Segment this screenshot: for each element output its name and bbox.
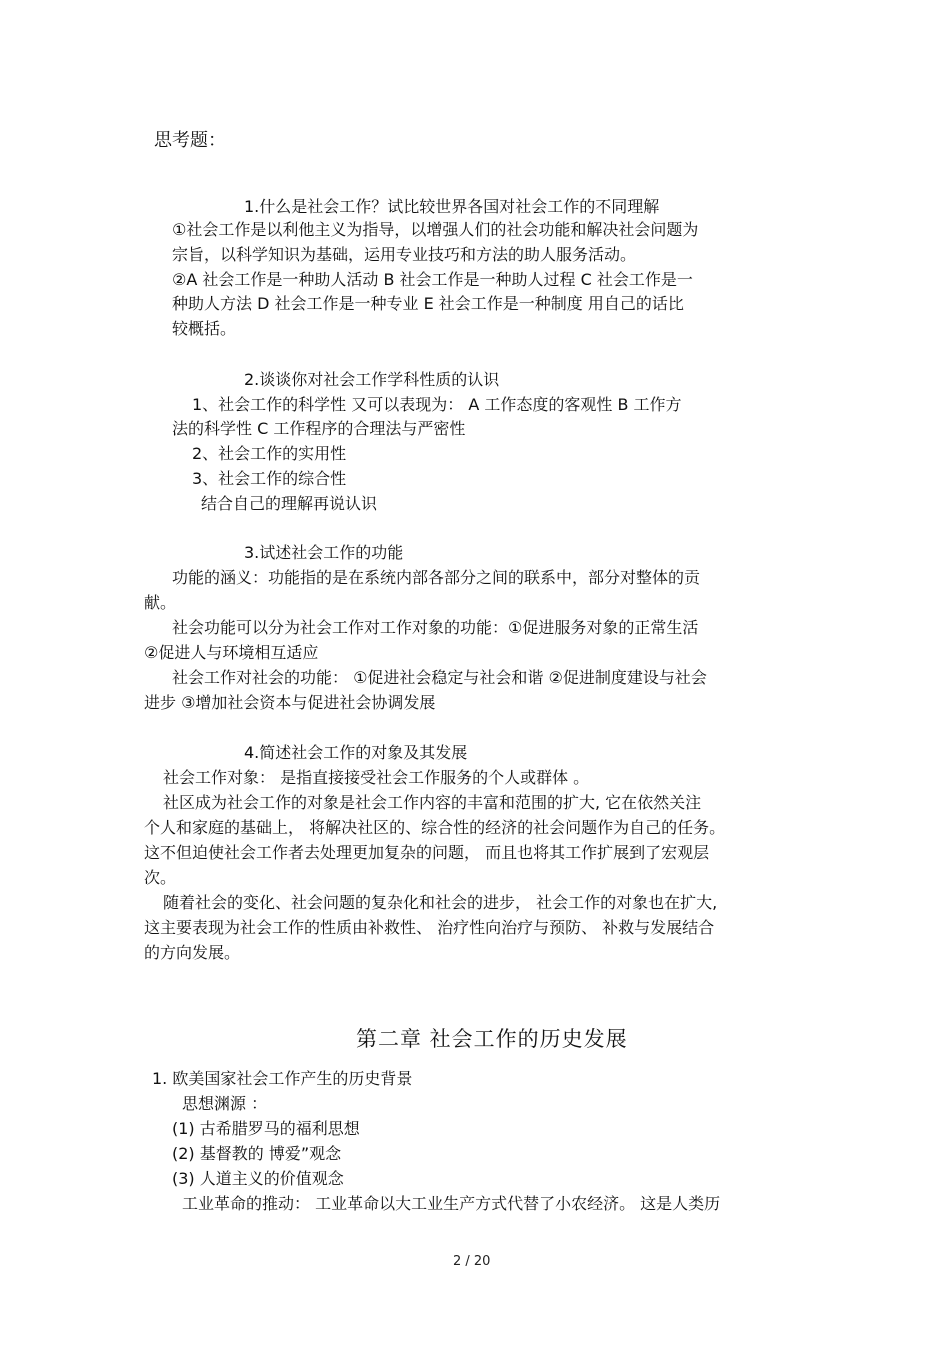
question-2-line: 2、社会工作的实用性 [192, 444, 347, 463]
question-3-line: ②促进人与环境相互适应 [144, 643, 319, 662]
question-1-line: ①社会工作是以利他主义为指导，以增强人们的社会功能和解决社会问题为 [172, 220, 699, 239]
question-2-line: 3、社会工作的综合性 [192, 469, 347, 488]
question-4-line: 次。 [144, 868, 177, 887]
chapter-2-item-1: 1. 欧美国家社会工作产生的历史背景 [152, 1069, 413, 1088]
question-1-heading: 1.什么是社会工作？试比较世界各国对社会工作的不同理解 [244, 197, 660, 216]
question-1-line: 宗旨，以科学知识为基础，运用专业技巧和方法的助人服务活动。 [172, 245, 637, 264]
chapter-2-line: 工业革命的推动： 工业革命以大工业生产方式代替了小农经济。 这是人类历 [182, 1194, 721, 1213]
question-3-line: 社会功能可以分为社会工作对工作对象的功能：①促进服务对象的正常生活 [172, 618, 699, 637]
question-2-heading: 2.谈谈你对社会工作学科性质的认识 [244, 370, 500, 389]
question-4-line: 个人和家庭的基础上， 将解决社区的、综合性的经济的社会问题作为自己的任务。 [144, 818, 726, 837]
question-4-line: 这不但迫使社会工作者去处理更加复杂的问题， 而且也将其工作扩展到了宏观层 [144, 843, 710, 862]
page-number: 2 / 20 [453, 1254, 491, 1269]
question-3-line: 社会工作对社会的功能： ①促进社会稳定与社会和谐 ②促进制度建设与社会 [172, 668, 707, 687]
chapter-2-line: (2) 基督教的 博爱”观念 [172, 1144, 342, 1163]
chapter-title: 第二章 社会工作的历史发展 [356, 1027, 628, 1051]
question-3-heading: 3.试述社会工作的功能 [244, 543, 404, 562]
question-3-line: 献。 [144, 593, 177, 612]
question-1-line: 种助人方法 D 社会工作是一种专业 E 社会工作是一种制度 用自己的话比 [172, 294, 684, 313]
question-2-line: 结合自己的理解再说认识 [201, 494, 378, 513]
question-4-line: 随着社会的变化、社会问题的复杂化和社会的进步， 社会工作的对象也在扩大, [163, 893, 718, 912]
question-4-line: 社区成为社会工作的对象是社会工作内容的丰富和范围的扩大, 它在依然关注 [163, 793, 702, 812]
question-1-line: ②A 社会工作是一种助人活动 B 社会工作是一种助人过程 C 社会工作是一 [172, 270, 693, 289]
question-4-line: 这主要表现为社会工作的性质由补救性、 治疗性向治疗与预防、 补救与发展结合 [144, 918, 715, 937]
question-1-line: 较概括。 [172, 319, 237, 338]
section-title: 思考题： [154, 130, 226, 151]
question-4-line: 社会工作对象： 是指直接接受社会工作服务的个人或群体 。 [163, 768, 590, 787]
question-4-heading: 4.简述社会工作的对象及其发展 [244, 743, 468, 762]
question-2-line: 1、社会工作的科学性 又可以表现为： A 工作态度的客观性 B 工作方 [192, 395, 682, 414]
chapter-2-line: (1) 古希腊罗马的福利思想 [172, 1119, 360, 1138]
chapter-2-line: (3) 人道主义的价值观念 [172, 1169, 344, 1188]
question-4-line: 的方向发展。 [144, 943, 241, 962]
question-2-line: 法的科学性 C 工作程序的合理法与严密性 [172, 419, 466, 438]
question-3-line: 进步 ③增加社会资本与促进社会协调发展 [144, 693, 436, 712]
chapter-2-line: 思想渊源 ： [182, 1094, 268, 1113]
question-3-line: 功能的涵义：功能指的是在系统内部各部分之间的联系中，部分对整体的贡 [172, 568, 701, 587]
